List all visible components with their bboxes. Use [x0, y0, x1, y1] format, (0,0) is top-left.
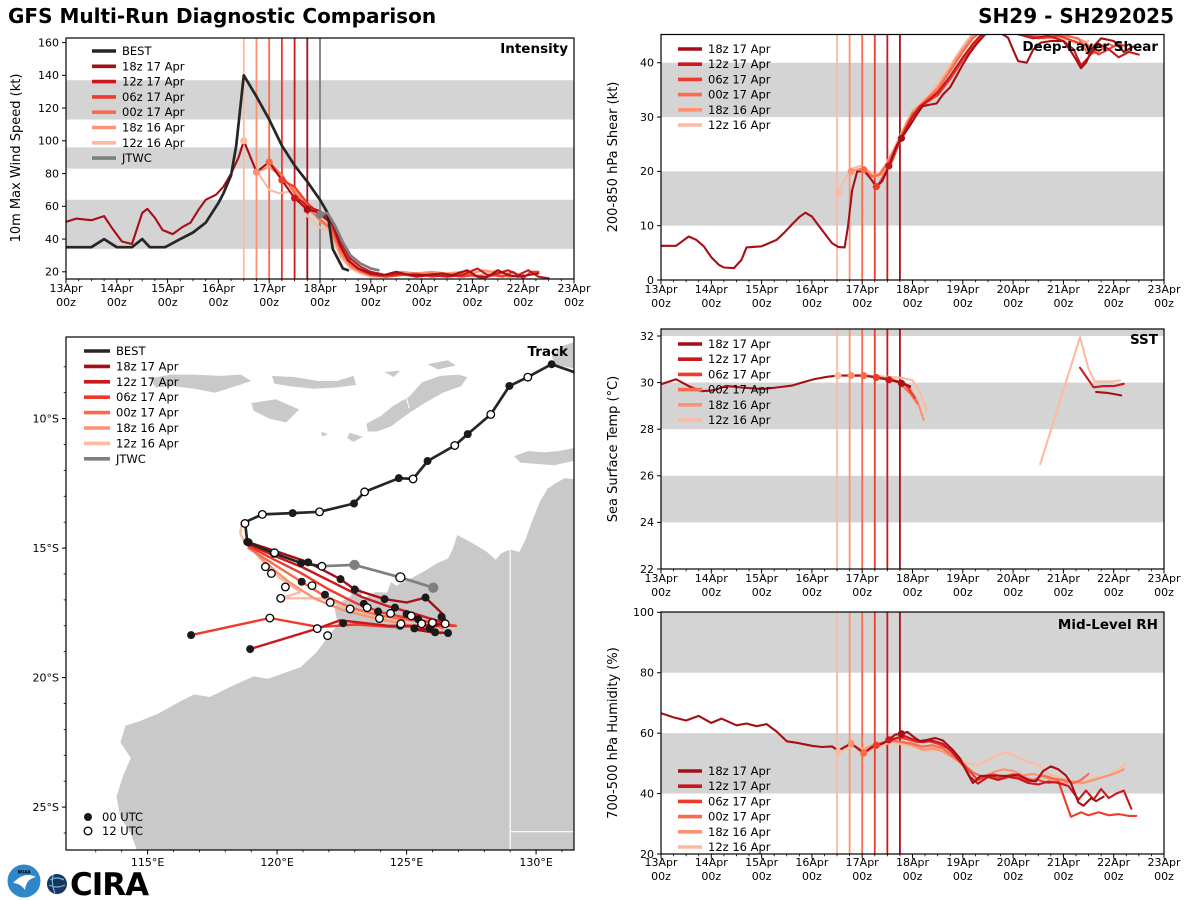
- position-00utc: [350, 500, 358, 508]
- position-00utc: [245, 538, 253, 546]
- cira-text: CIRA: [70, 867, 149, 900]
- legend-label: 18z 17 Apr: [708, 337, 771, 351]
- x-tick-label: 22Apr: [1097, 856, 1131, 869]
- position-00utc: [431, 628, 439, 636]
- init-marker: [834, 748, 841, 755]
- position-12utc: [451, 442, 459, 450]
- position-12utc: [376, 615, 384, 623]
- init-marker: [304, 206, 311, 213]
- legend-label: 12z 17 Apr: [708, 57, 771, 72]
- position-12utc: [346, 605, 354, 613]
- y-axis-label: 10m Max Wind Speed (kt): [9, 73, 24, 243]
- legend-label: 18z 16 Apr: [122, 120, 185, 135]
- position-12utc: [241, 520, 249, 528]
- x-tick-label: 17Apr: [845, 283, 879, 296]
- x-tick-hour: 00z: [751, 870, 772, 883]
- x-tick-hour: 00z: [513, 296, 534, 309]
- x-tick-label: 19Apr: [946, 283, 980, 296]
- y-tick-label: 40: [640, 787, 654, 801]
- legend-label: 06z 17 Apr: [116, 390, 179, 405]
- panel-intensity: [9, 36, 591, 309]
- legend-label: 06z 17 Apr: [708, 794, 771, 809]
- x-tick-label: 21Apr: [1046, 572, 1080, 585]
- legend-label: 18z 16 Apr: [708, 102, 771, 117]
- legend-label: 12z 16 Apr: [116, 436, 179, 451]
- x-tick-label: 20Apr: [405, 282, 439, 295]
- position-00utc: [410, 624, 418, 632]
- legend-12utc-marker: [84, 827, 92, 835]
- init-marker: [278, 177, 285, 184]
- init-marker: [253, 168, 260, 175]
- legend-label: 12z 16 Apr: [122, 135, 185, 150]
- y-tick-label: 160: [38, 36, 59, 50]
- position-12utc: [363, 604, 371, 612]
- legend-label: BEST: [122, 44, 152, 58]
- x-tick-label: 15Apr: [745, 572, 779, 585]
- x-tick-hour: 00z: [1053, 586, 1074, 599]
- panel-title-track: Track: [527, 344, 568, 360]
- init-marker: [240, 137, 247, 144]
- x-tick-hour: 00z: [902, 586, 923, 599]
- x-tick-hour: 00z: [802, 870, 822, 883]
- y-tick-label: 80: [45, 167, 59, 181]
- y-tick-label: 140: [38, 69, 59, 83]
- position-00utc: [505, 382, 513, 390]
- position-12utc: [266, 614, 274, 622]
- y-tick-label: 60: [45, 200, 59, 214]
- x-tick-label: 14Apr: [694, 856, 728, 869]
- x-tick-hour: 00z: [852, 297, 873, 310]
- position-00utc: [246, 645, 254, 653]
- position-12utc: [259, 511, 267, 519]
- position-00utc: [464, 430, 472, 438]
- y-tick-label: 40: [640, 56, 654, 70]
- position-12utc: [418, 620, 426, 628]
- x-tick-hour: 00z: [751, 586, 772, 599]
- x-tick-label: 22Apr: [1097, 283, 1131, 296]
- x-tick-hour: 00z: [802, 586, 822, 599]
- panel-title-intensity: Intensity: [500, 41, 568, 57]
- position-00utc: [289, 509, 297, 517]
- legend-label: 18z 16 Apr: [708, 824, 771, 839]
- y-tick-label: 20: [640, 165, 654, 179]
- x-tick-hour: 00z: [1003, 870, 1023, 883]
- legend-label: 12z 17 Apr: [122, 74, 185, 89]
- x-tick-hour: 00z: [1154, 870, 1174, 883]
- x-tick-hour: 00z: [701, 586, 722, 599]
- x-tick-label: 19Apr: [354, 282, 388, 295]
- init-marker: [873, 374, 880, 381]
- y-tick-label: 0: [647, 273, 654, 287]
- cira-globe-icon: [47, 874, 67, 894]
- position-00utc: [421, 594, 429, 602]
- y-tick-label: 120: [38, 101, 59, 115]
- x-tick-hour: 00z: [1154, 586, 1174, 599]
- legend-label: 12z 17 Apr: [116, 374, 179, 389]
- position-00utc: [337, 575, 345, 583]
- init-marker: [885, 162, 892, 169]
- x-tick-hour: 00z: [651, 297, 671, 310]
- x-tick-label: 13Apr: [49, 282, 83, 295]
- legend-label: 00z 17 Apr: [708, 809, 771, 824]
- x-tick-hour: 00z: [1103, 297, 1124, 310]
- legend-label: 00z 17 Apr: [122, 105, 185, 120]
- x-tick-label: 17Apr: [845, 572, 879, 585]
- legend-label: 18z 17 Apr: [708, 764, 771, 778]
- legend-label: 12z 16 Apr: [708, 118, 771, 132]
- jtwc-position-marker: [396, 573, 405, 582]
- lat-tick-label: 10°S: [32, 412, 59, 426]
- x-tick-label: 16Apr: [201, 282, 235, 295]
- legend-label: 12z 16 Apr: [708, 840, 771, 854]
- legend-label: 18z 17 Apr: [122, 59, 185, 74]
- init-marker: [848, 740, 855, 747]
- legend-label: 12z 17 Apr: [708, 352, 771, 367]
- position-12utc: [397, 620, 405, 628]
- position-12utc: [318, 562, 326, 570]
- position-00utc: [321, 591, 329, 599]
- panel-rh: [606, 606, 1181, 883]
- legend-00utc-marker: [84, 813, 92, 821]
- x-tick-hour: 00z: [411, 296, 432, 309]
- shaded-band: [661, 171, 1164, 225]
- x-tick-hour: 00z: [802, 297, 822, 310]
- init-marker: [885, 736, 892, 743]
- x-tick-label: 23Apr: [1147, 283, 1181, 296]
- noaa-text: NOAA: [17, 869, 31, 875]
- x-tick-label: 18Apr: [895, 283, 930, 296]
- legend-label: 06z 17 Apr: [708, 72, 771, 87]
- x-tick-label: 16Apr: [795, 572, 829, 585]
- lat-tick-label: 25°S: [32, 801, 59, 815]
- legend-label: 00z 17 Apr: [116, 405, 179, 420]
- position-12utc: [407, 612, 415, 620]
- init-marker: [873, 183, 880, 190]
- position-12utc: [324, 632, 332, 640]
- y-tick-label: 28: [640, 422, 654, 436]
- legend-label: 18z 17 Apr: [708, 42, 771, 56]
- x-tick-label: 13Apr: [644, 283, 678, 296]
- position-00utc: [351, 586, 359, 594]
- x-tick-hour: 00z: [952, 586, 973, 599]
- x-tick-hour: 00z: [651, 870, 671, 883]
- position-12utc: [524, 373, 532, 381]
- x-tick-hour: 00z: [564, 296, 584, 309]
- x-tick-hour: 00z: [701, 297, 722, 310]
- init-marker: [848, 168, 855, 175]
- x-tick-label: 21Apr: [1046, 283, 1080, 296]
- x-tick-label: 15Apr: [745, 856, 779, 869]
- x-tick-label: 13Apr: [644, 856, 678, 869]
- storm-id: SH29 - SH292025: [978, 4, 1174, 28]
- shaded-band: [661, 476, 1164, 523]
- legend-label: JTWC: [116, 451, 146, 466]
- x-tick-hour: 00z: [1003, 297, 1023, 310]
- x-tick-label: 14Apr: [694, 572, 728, 585]
- x-tick-label: 14Apr: [100, 282, 134, 295]
- lon-tick-label: 120°E: [260, 856, 294, 869]
- position-12utc: [361, 488, 369, 496]
- position-12utc: [313, 625, 321, 633]
- x-tick-label: 22Apr: [506, 282, 540, 295]
- jtwc-position-marker: [350, 560, 359, 569]
- position-00utc: [298, 578, 306, 586]
- position-00utc: [187, 631, 195, 639]
- x-tick-hour: 00z: [208, 296, 229, 309]
- x-tick-label: 20Apr: [996, 283, 1030, 296]
- y-tick-label: 22: [640, 562, 654, 576]
- y-tick-label: 20: [640, 847, 654, 861]
- position-12utc: [487, 411, 495, 419]
- position-12utc: [409, 475, 417, 483]
- lon-tick-label: 130°E: [519, 856, 553, 869]
- legend-label: 18z 17 Apr: [116, 359, 179, 374]
- y-tick-label: 30: [640, 110, 654, 124]
- lat-tick-label: 15°S: [32, 542, 59, 556]
- x-tick-label: 16Apr: [795, 856, 829, 869]
- init-marker: [291, 195, 298, 202]
- y-axis-label: 200-850 hPa Shear (kt): [606, 81, 621, 233]
- position-12utc: [282, 583, 290, 591]
- x-tick-label: 23Apr: [1147, 572, 1181, 585]
- init-marker: [898, 730, 905, 737]
- y-tick-label: 32: [640, 329, 654, 343]
- x-tick-hour: 00z: [952, 870, 973, 883]
- panel-sst: [606, 289, 1181, 599]
- x-tick-hour: 00z: [902, 297, 923, 310]
- position-12utc: [262, 563, 270, 571]
- x-tick-hour: 00z: [952, 297, 973, 310]
- x-tick-hour: 00z: [1154, 297, 1174, 310]
- position-00utc: [395, 474, 403, 482]
- x-tick-hour: 00z: [701, 870, 722, 883]
- y-tick-label: 20: [45, 265, 59, 279]
- x-tick-hour: 00z: [462, 296, 483, 309]
- legend-label: 00z 17 Apr: [708, 87, 771, 102]
- x-tick-label: 21Apr: [1046, 856, 1080, 869]
- position-12utc: [271, 549, 279, 557]
- x-tick-label: 20Apr: [996, 572, 1030, 585]
- position-00utc: [304, 558, 312, 566]
- y-tick-label: 26: [640, 469, 654, 483]
- x-tick-label: 18Apr: [303, 282, 337, 295]
- init-marker: [898, 380, 905, 387]
- x-tick-label: 14Apr: [694, 283, 728, 296]
- legend-marker-label: 12 UTC: [102, 824, 144, 838]
- y-tick-label: 40: [45, 232, 59, 246]
- x-tick-hour: 00z: [852, 586, 873, 599]
- x-tick-hour: 00z: [360, 296, 381, 309]
- panel-title-sst: SST: [1129, 332, 1158, 348]
- legend-label: 00z 17 Apr: [708, 382, 771, 397]
- x-tick-label: 13Apr: [644, 572, 678, 585]
- position-00utc: [297, 559, 305, 567]
- y-tick-label: 24: [640, 516, 654, 530]
- position-00utc: [548, 360, 556, 368]
- lon-tick-label: 125°E: [389, 856, 424, 869]
- init-marker: [873, 742, 880, 749]
- x-tick-label: 21Apr: [455, 282, 489, 295]
- position-12utc: [326, 599, 334, 607]
- x-tick-label: 19Apr: [946, 856, 980, 869]
- y-tick-label: 30: [640, 376, 654, 390]
- legend-label: BEST: [116, 344, 146, 358]
- x-tick-label: 22Apr: [1097, 572, 1131, 585]
- position-12utc: [441, 620, 449, 628]
- legend-label: 06z 17 Apr: [708, 367, 771, 382]
- init-marker: [898, 135, 905, 142]
- y-tick-label: 60: [640, 726, 654, 740]
- x-tick-label: 20Apr: [996, 856, 1030, 869]
- x-tick-label: 18Apr: [895, 572, 930, 585]
- init-marker: [834, 189, 841, 196]
- legend-label: JTWC: [122, 151, 152, 166]
- lon-tick-label: 115°E: [130, 856, 165, 869]
- x-tick-hour: 00z: [1103, 870, 1124, 883]
- position-12utc: [277, 595, 285, 603]
- y-axis-label: 700-500 hPa Humidity (%): [606, 647, 621, 819]
- init-marker: [860, 166, 867, 173]
- position-00utc: [424, 457, 432, 465]
- x-tick-label: 19Apr: [946, 572, 980, 585]
- x-tick-hour: 00z: [852, 870, 873, 883]
- x-tick-label: 16Apr: [795, 283, 829, 296]
- legend-label: 18z 16 Apr: [116, 421, 179, 435]
- x-tick-hour: 00z: [1003, 586, 1023, 599]
- x-tick-hour: 00z: [157, 296, 178, 309]
- legend-label: 06z 17 Apr: [122, 89, 185, 104]
- logo-row: [7, 865, 149, 900]
- init-marker: [860, 749, 867, 756]
- sst-plot-area: [661, 289, 1164, 569]
- x-tick-hour: 00z: [1103, 586, 1124, 599]
- x-tick-hour: 00z: [56, 296, 76, 309]
- jtwc-position-marker: [429, 583, 438, 592]
- init-marker: [860, 372, 867, 379]
- x-tick-label: 15Apr: [745, 283, 779, 296]
- x-tick-hour: 00z: [106, 296, 127, 309]
- jtwc-marker: [316, 210, 324, 218]
- init-marker: [266, 159, 273, 166]
- legend-marker-label: 00 UTC: [102, 810, 144, 824]
- y-tick-label: 100: [38, 134, 59, 148]
- y-tick-label: 80: [640, 666, 654, 680]
- legend-label: 12z 17 Apr: [708, 779, 771, 794]
- page-title: GFS Multi-Run Diagnostic Comparison: [8, 4, 437, 28]
- position-12utc: [308, 582, 316, 590]
- position-00utc: [381, 595, 389, 603]
- x-tick-hour: 00z: [651, 586, 671, 599]
- x-tick-label: 23Apr: [1147, 856, 1181, 869]
- x-tick-hour: 00z: [902, 870, 923, 883]
- init-marker: [834, 372, 841, 379]
- panel-track: [33, 337, 578, 869]
- x-tick-label: 17Apr: [252, 282, 286, 295]
- y-axis-label: Sea Surface Temp (°C): [606, 375, 621, 523]
- x-tick-label: 15Apr: [151, 282, 185, 295]
- x-tick-hour: 00z: [751, 297, 772, 310]
- position-00utc: [339, 619, 347, 627]
- position-12utc: [316, 508, 324, 516]
- x-tick-label: 18Apr: [895, 856, 930, 869]
- x-tick-hour: 00z: [310, 296, 330, 309]
- x-tick-label: 23Apr: [557, 282, 591, 295]
- x-tick-hour: 00z: [1053, 870, 1074, 883]
- position-12utc: [268, 570, 276, 578]
- panel-title-rh: Mid-Level RH: [1057, 617, 1158, 633]
- position-12utc: [429, 619, 437, 627]
- x-tick-hour: 00z: [1053, 297, 1074, 310]
- y-tick-label: 10: [640, 219, 654, 233]
- lat-tick-label: 20°S: [32, 671, 59, 685]
- legend-label: 12z 16 Apr: [708, 413, 771, 427]
- x-tick-label: 17Apr: [845, 856, 879, 869]
- position-12utc: [387, 610, 395, 618]
- panel-shear: [606, 25, 1181, 310]
- noaa-logo: [7, 865, 40, 898]
- legend-label: 18z 16 Apr: [708, 397, 771, 412]
- init-marker: [848, 372, 855, 379]
- panel-title-shear: Deep-Layer Shear: [1022, 39, 1158, 55]
- x-tick-hour: 00z: [259, 296, 280, 309]
- cira-logo: [47, 867, 149, 900]
- init-marker: [885, 376, 892, 383]
- position-00utc: [444, 629, 452, 637]
- y-tick-label: 100: [633, 606, 654, 620]
